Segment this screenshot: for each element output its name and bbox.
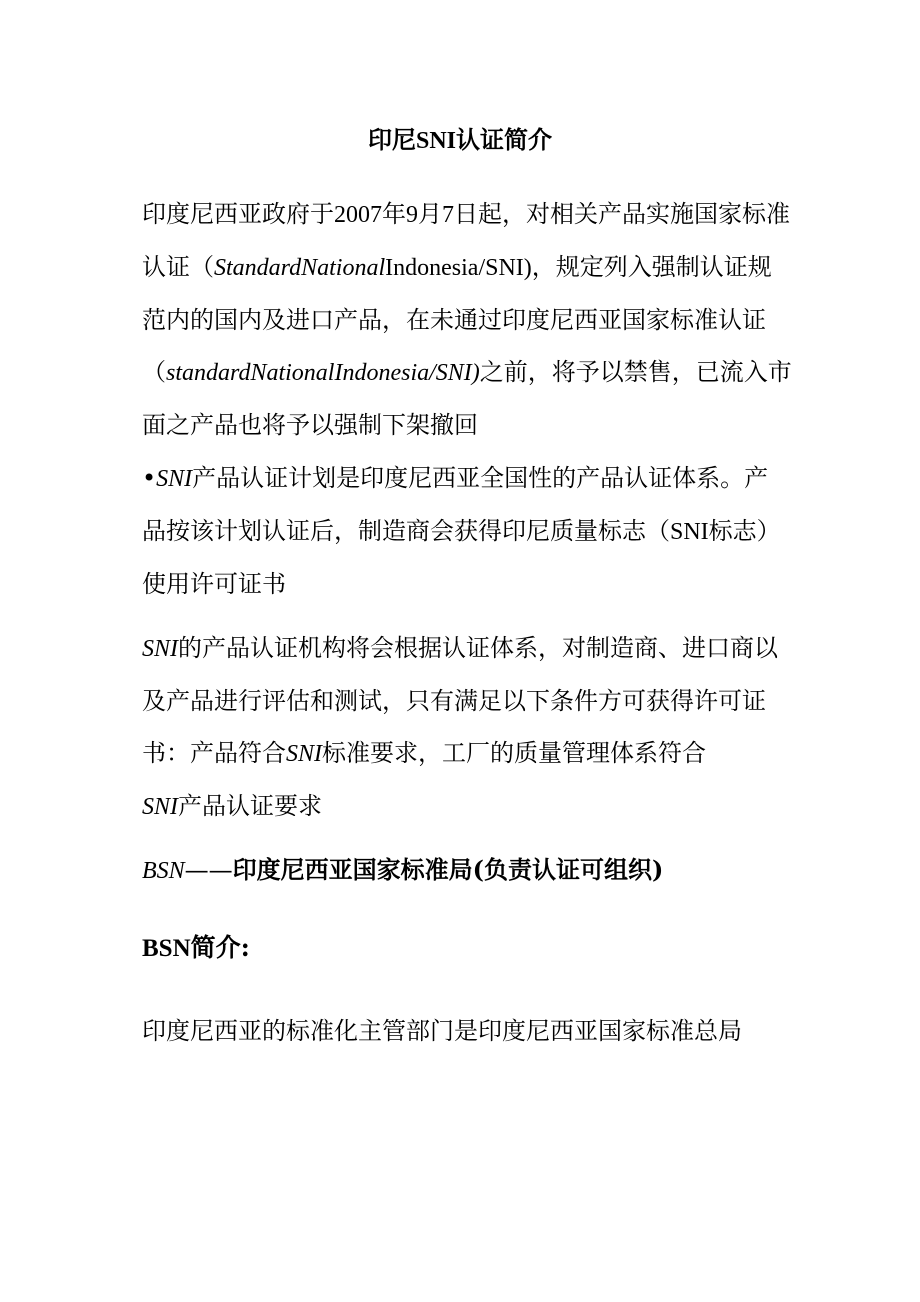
p3-sni-3: SNI: [142, 794, 178, 820]
section-heading-bsn-intro: [142, 928, 792, 969]
p1-text-2: 年: [382, 200, 406, 228]
p1-text-3: 月: [418, 200, 442, 228]
heading2-bsn: BSN: [142, 935, 191, 962]
bullet-icon: •: [142, 464, 157, 492]
heading1-text: 印度尼西亚国家标准局(负责认证可组织): [232, 855, 664, 884]
heading2-text: 简介:: [190, 933, 250, 962]
p1-english-italic-2: standardNationalIndonesia/SNI): [166, 360, 480, 386]
p1-english-italic-1: StandardNational: [214, 255, 386, 281]
p1-text-1: 印度尼西亚政府于: [142, 200, 334, 228]
p2-text-2: 标志）使用许可证书: [142, 517, 781, 598]
p3-text-3: 产品认证要求: [178, 792, 322, 820]
heading1-dash: ——: [184, 856, 233, 884]
title-suffix: 认证简介: [456, 125, 553, 154]
p2-sni: SNI: [156, 466, 193, 492]
paragraph-certification-body: [142, 622, 792, 833]
p1-english-regular-1: Indonesia/SNI): [385, 255, 532, 281]
p4-text: 印度尼西亚的标准化主管部门是印度尼西亚国家标准总局: [142, 1017, 742, 1045]
paragraph-bsn-intro: [142, 1005, 792, 1057]
p3-text-1: 的产品认证机构将会根据认证体系，对制造商、进口商以及产品进行评估和测试，只有满足以下条件方可获得许可证书：产品符合: [142, 634, 778, 767]
p3-text-2: 标准要求，工厂的质量管理体系符合: [322, 739, 706, 767]
heading1-bsn: BSN: [142, 858, 185, 884]
title-prefix: 印尼: [367, 125, 416, 154]
section-heading-bsn: [142, 850, 792, 891]
p2-text-1: 产品认证计划是印度尼西亚全国性的产品认证体系。产品按该计划认证后，制造商会获得印尼质量标志（: [142, 464, 769, 545]
p1-year: 2007: [334, 202, 382, 228]
paragraph-sni-scheme: [142, 452, 792, 610]
p3-sni-1: SNI: [142, 636, 178, 662]
title-sni: SNI: [415, 128, 457, 154]
p1-month: 9: [406, 202, 418, 228]
paragraph-sni-intro: [142, 188, 792, 451]
p1-day: 7: [442, 202, 454, 228]
p1-text-4: 日起，对相关产品实施国家标准认证（: [142, 200, 790, 281]
p3-sni-2: SNI: [286, 741, 322, 767]
p1-text-5: ，规定列入强制认证规范内的国内及进口产品，在未通过印度尼西亚国家标准认证（: [142, 253, 772, 386]
p2-sni-mark: SNI: [670, 519, 709, 545]
p1-text-6: 之前，将予以禁售，已流入市面之产品也将予以强制下架撤回: [142, 358, 792, 439]
document-title: [0, 120, 920, 161]
